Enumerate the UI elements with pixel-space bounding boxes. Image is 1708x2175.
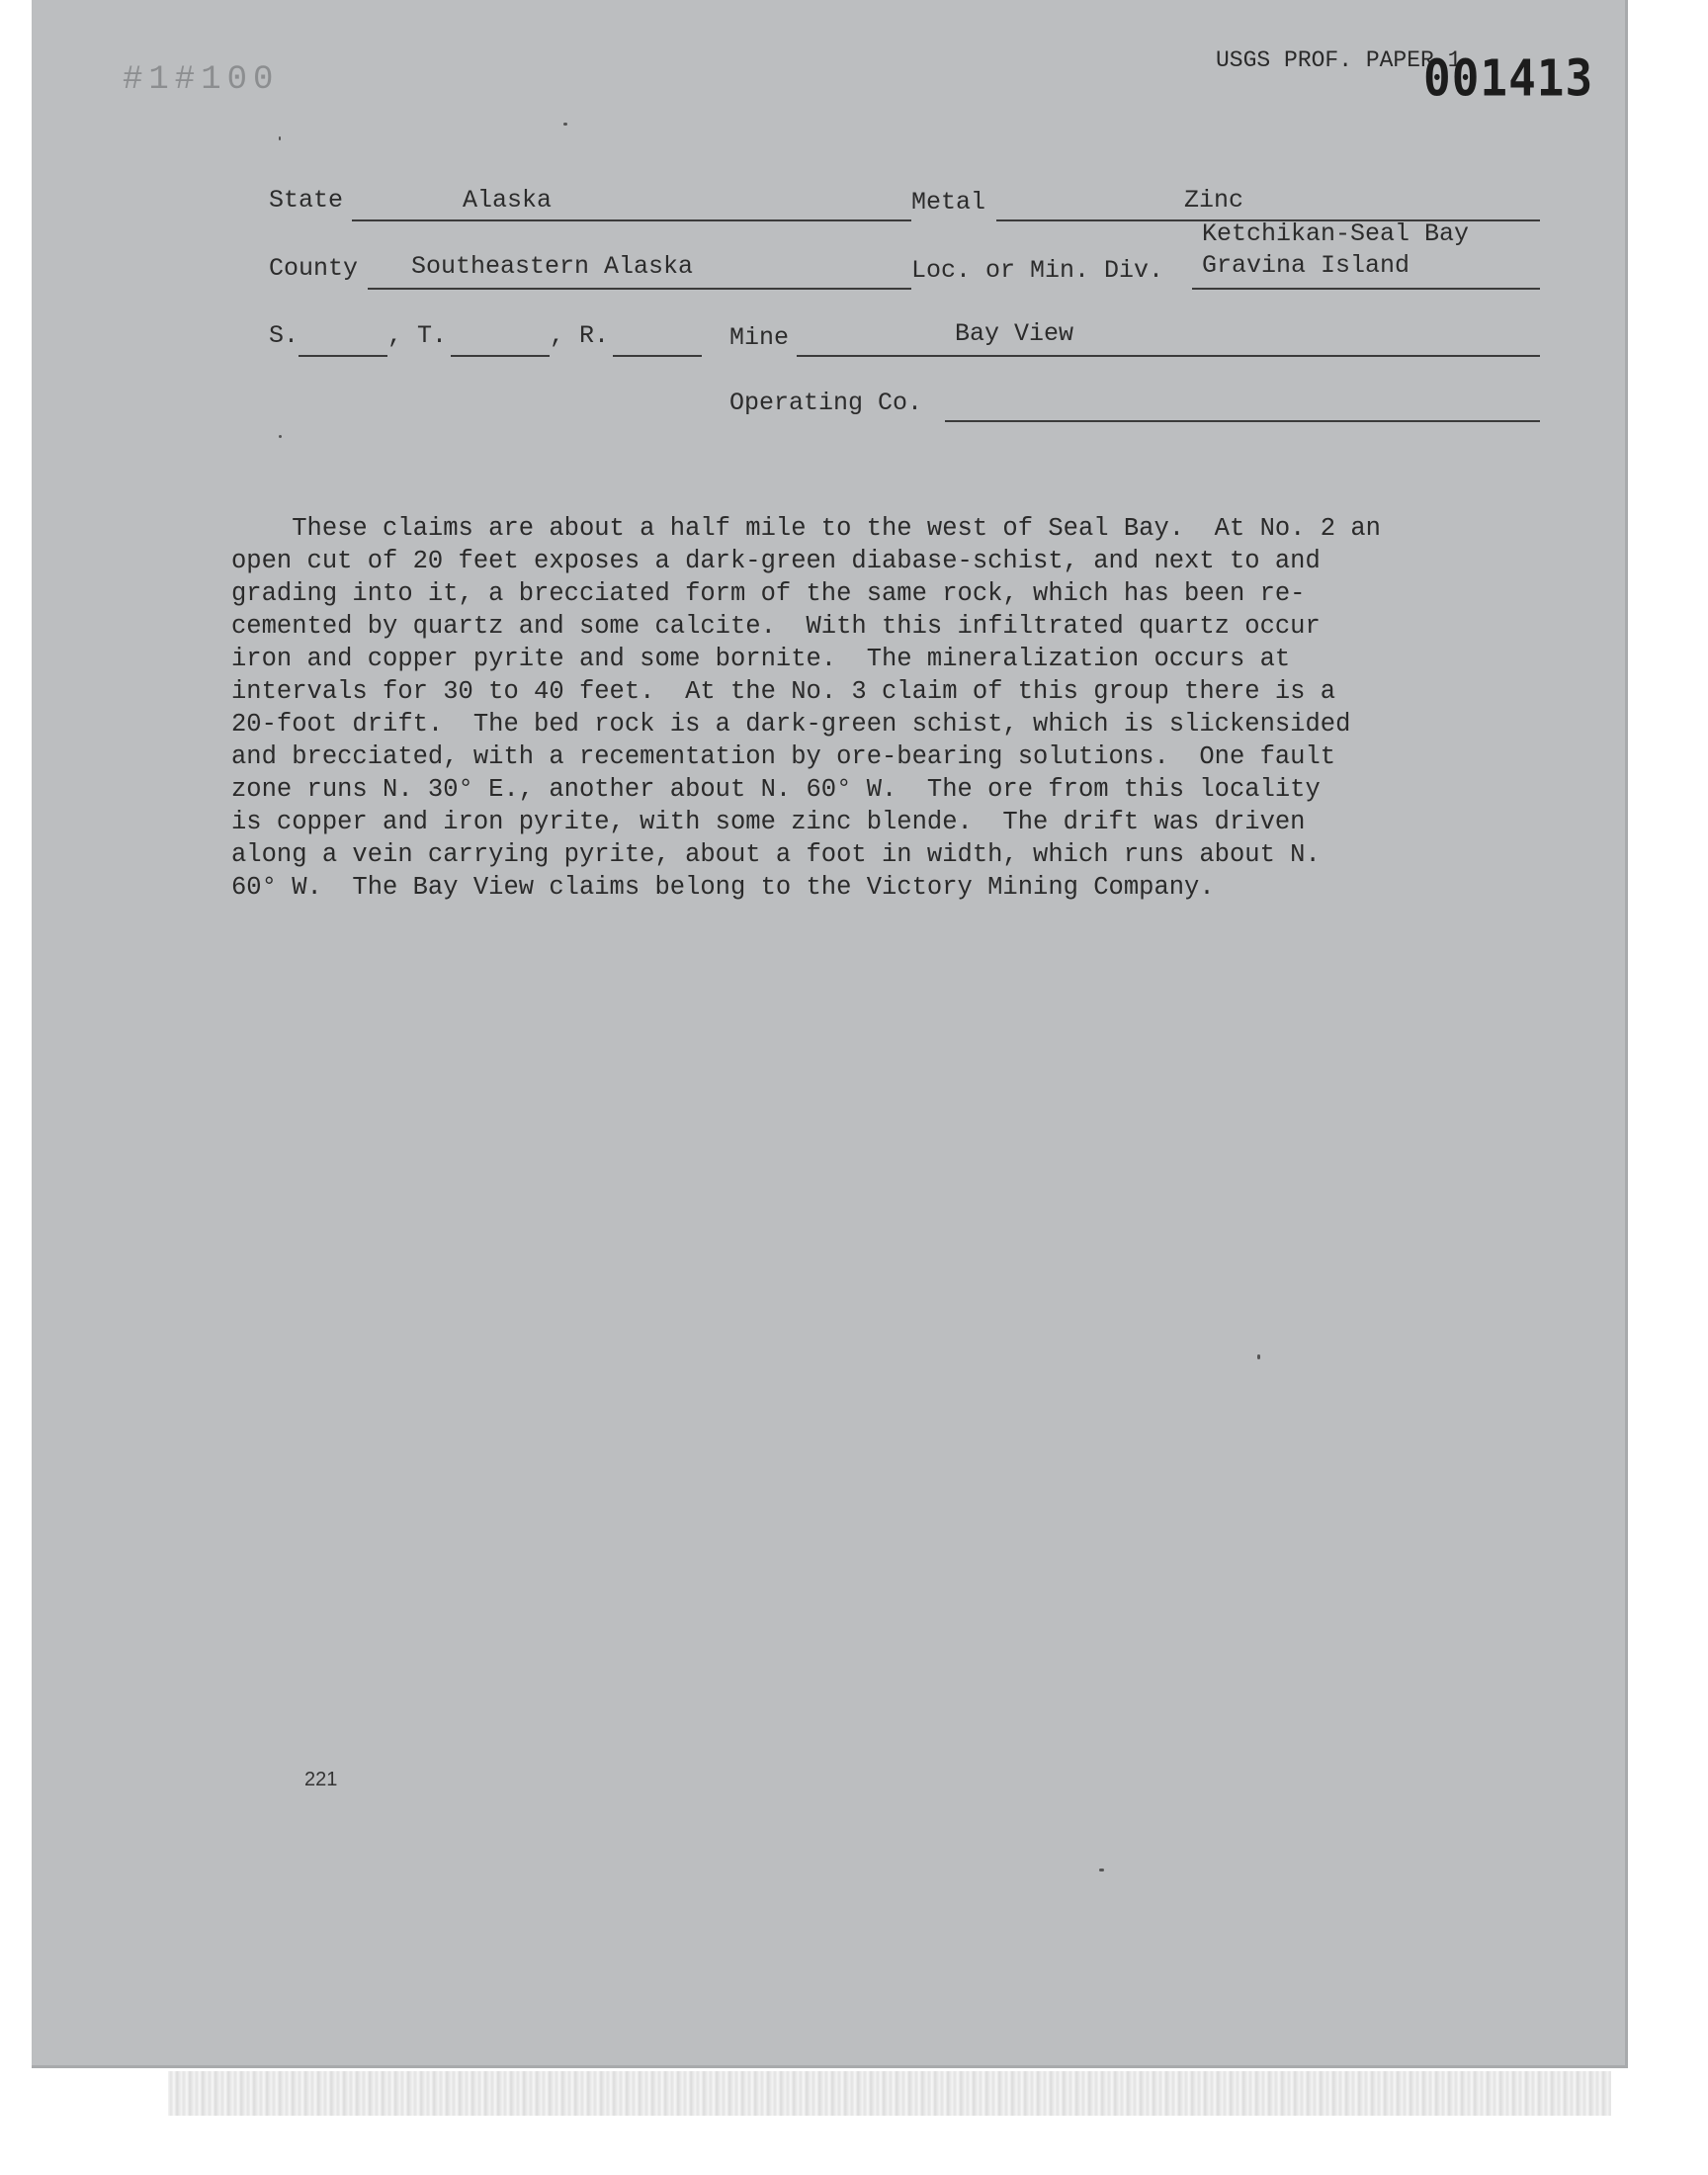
paper-label: USGS PROF. PAPER 1	[1216, 47, 1462, 73]
paragraph-line: 20-foot drift. The bed rock is a dark-green schist, which is slickensided	[231, 710, 1351, 739]
county-label: County	[269, 254, 359, 283]
mine-value: Bay View	[955, 319, 1074, 348]
paragraph-line: These claims are about a half mile to the west of Seal Bay. At No. 2 an	[231, 514, 1381, 543]
metal-value: Zinc	[1184, 186, 1244, 215]
state-rule	[352, 219, 911, 221]
page-number: 221	[304, 1769, 338, 1790]
loc-value-line2: Gravina Island	[1202, 251, 1410, 280]
paragraph-line: is copper and iron pyrite, with some zinc blende. The drift was driven	[231, 808, 1306, 836]
scan-speck	[1099, 1869, 1104, 1871]
paper-number-stamp: 001413	[1423, 48, 1594, 108]
state-label: State	[269, 186, 344, 215]
scan-speck	[279, 435, 282, 438]
mine-rule	[797, 355, 1540, 357]
state-value: Alaska	[463, 186, 553, 215]
paragraph-line: grading into it, a brecciated form of the same rock, which has been re-	[231, 579, 1306, 608]
paragraph-line: open cut of 20 feet exposes a dark-green diabase-schist, and next to and	[231, 547, 1321, 575]
operating-co-rule	[945, 420, 1540, 422]
paragraph-line: 60° W. The Bay View claims belong to the Victory Mining Company.	[231, 873, 1215, 902]
scan-bottom-strip	[168, 2071, 1611, 2116]
paragraph-line: zone runs N. 30° E., another about N. 60° W. The ore from this locality	[231, 775, 1321, 804]
loc-value-line1: Ketchikan-Seal Bay	[1202, 219, 1470, 248]
scan-speck	[563, 123, 567, 126]
operating-co-label: Operating Co.	[729, 389, 923, 417]
document-sheet	[32, 0, 1628, 2068]
scan-speck	[279, 136, 281, 140]
faded-record-id: #1#100	[123, 61, 280, 99]
range-label: , R.	[550, 321, 610, 350]
section-label: S.	[269, 321, 299, 350]
section-rule	[299, 355, 387, 357]
county-rule	[368, 288, 911, 290]
township-label: , T.	[387, 321, 448, 350]
paragraph-line: cemented by quartz and some calcite. With this infiltrated quartz occur	[231, 612, 1321, 641]
description-paragraph	[231, 512, 1536, 904]
county-value: Southeastern Alaska	[411, 252, 694, 281]
township-rule	[451, 355, 550, 357]
mine-label: Mine	[729, 323, 790, 352]
paragraph-line: iron and copper pyrite and some bornite. The mineralization occurs at	[231, 645, 1291, 673]
loc-label: Loc. or Min. Div.	[911, 256, 1164, 285]
loc-rule	[1192, 288, 1540, 290]
paragraph-line: and brecciated, with a recementation by ore-bearing solutions. One fault	[231, 742, 1336, 771]
paragraph-line: intervals for 30 to 40 feet. At the No. 3 claim of this group there is a	[231, 677, 1336, 706]
scan-speck	[1257, 1354, 1260, 1359]
paragraph-line: along a vein carrying pyrite, about a foot in width, which runs about N.	[231, 840, 1321, 869]
range-rule	[613, 355, 702, 357]
metal-label: Metal	[911, 188, 986, 217]
